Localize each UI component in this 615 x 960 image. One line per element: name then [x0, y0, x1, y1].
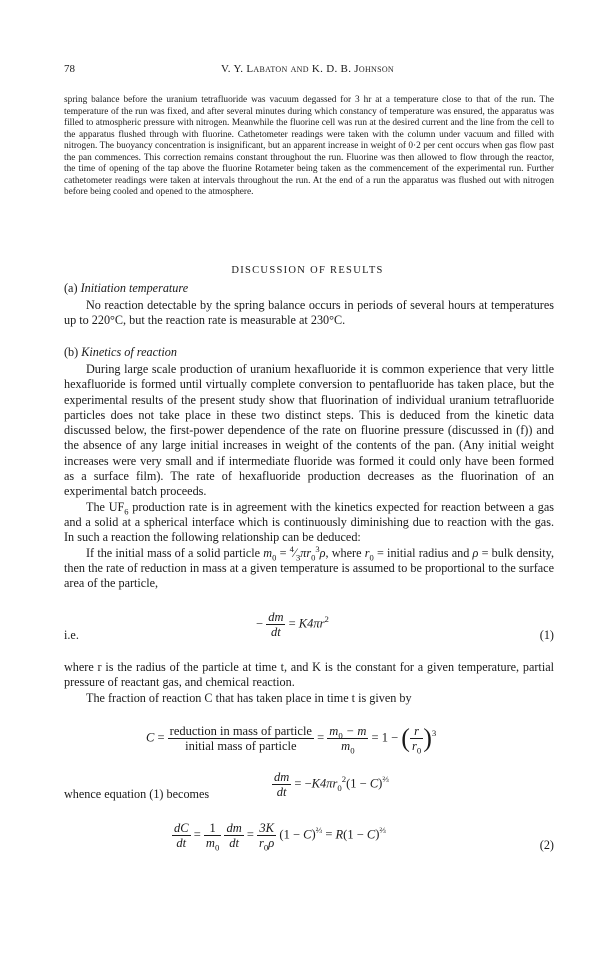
paragraph-b3-part1: If the initial mass of a solid particle	[86, 545, 264, 560]
equation-1b: $\frac{dm}{dt}$ = $-K4\pi r_0^2(1 - C)^{\frac{2}{3}}$	[274, 770, 389, 799]
paragraph-b2	[64, 500, 554, 546]
paragraph-a	[64, 298, 554, 329]
equation-2-number: (2)	[539, 838, 554, 852]
eq-C-denominator: initial mass of particle	[185, 739, 297, 753]
equation-1: − $\frac{dm}{dt}$ = $K4\pi r^2$	[256, 610, 329, 639]
running-head: V. Y. Labaton and K. D. B. Johnson	[220, 63, 395, 75]
paragraph-after-eq1	[64, 660, 554, 706]
paragraph-after-eq1-text: where r is the radius of the particle at time t, and K is the constant for a given temperature, partial pressure of reactant gas, and chemical reaction.	[64, 660, 554, 690]
paragraph-b3-part2: , where	[325, 545, 365, 560]
paragraph-b3-part4: = bulk density, then the rate of reduction in mass at a given temperature is assumed to be proportional to the surface area of the particle,	[64, 545, 554, 591]
paragraph-b3: If the initial mass of a solid particle $m_0$ = $^4⁄_3\pi r_0^3\rho$, where $r_0$ = initial radius and ρ = bulk density, then the rate of reduction in mass at a given temperature is assumed to be proportional to the surface area of the particle,	[64, 543, 554, 591]
paragraph-b2-text: production rate is in agreement with the kinetics expected for reaction between a gas and a solid at a spherical interface which is continuously diminishing due to reaction with the gas. In such a reaction the following relationship can be deduced:	[64, 499, 554, 545]
subsection-b-heading	[64, 345, 177, 360]
subsection-a-heading	[64, 281, 188, 296]
section-title: DISCUSSION OF RESULTS	[231, 265, 384, 276]
paragraph-fraction-text: The fraction of reaction C that has taken place in time t is given by	[86, 690, 412, 705]
equation-2: $\frac{dC}{dt}$ = $\frac{1}{m_0}$ $\frac{dm}{dt}$ = $\frac{3K}{r_0\rho}$ $(1 - C)^{\frac{2}{3}} = R(1 - C)^{\frac{2}{3}}$	[174, 821, 386, 853]
subsection-a-title: Initiation temperature	[80, 281, 189, 295]
experimental-paragraph: spring balance before the uranium tetrafluoride was vacuum degassed for 3 hr at a temperature close to that of the run. The temperature of the run was fixed, and after several minutes during which constancy of temperature was ensured, the apparatus was filled to atmospheric pressure with nitrogen. Meanwhile the fluorine cell was run at the desired current and the line from the cell to the apparatus flushed through with fluorine. Cathetometer readings were taken with the column under vacuum and filled with nitrogen. The buoyancy concentration is insignificant, but an apparent increase in weight of 0·2 per cent occurs when gas flow past the pan commences. This correction remains constant throughout the run. Fluorine was then allowed to flow through the reactor, the time of opening of the tap above the fluorine Rotameter being taken as the commencement of the experimental run. Further cathetometer readings were taken at intervals throughout the run. At the end of a run the apparatus was flushed out with nitrogen before being cooled and opened to the atmosphere.	[64, 95, 554, 198]
subsection-a-label: (a)	[64, 281, 78, 295]
paragraph-b3-part3: = initial radius and	[373, 545, 473, 560]
paragraph-b	[64, 362, 554, 591]
equation-1-number: (1)	[539, 628, 554, 642]
eq1-prefix: i.e.	[64, 628, 79, 642]
paragraph-b1: During large scale production of uranium hexafluoride it is common experience that very little hexafluoride is formed until virtually complete conversion to pentafluoride has taken place, but the experimental results of the present study show that fluorination of individual uranium tetrafluoride particles does not take place in these two distinct steps. This is deduced from the kinetic data discussed below, the first-power dependence of the rate on fluorine pressure (discussed in (f)) and the absence of any large initial increases in weight of the contents of the pan. (Any initial weight increases were very small and if intermediate fluoride was formed it could only have been formed as a surface film). The rate of hexafluoride production decreases as the fluorination of an experimental batch proceeds.	[64, 362, 554, 499]
uf6-label: The UF	[86, 499, 125, 514]
page-number: 78	[64, 63, 75, 75]
paragraph-a-text: No reaction detectable by the spring balance occurs in periods of several hours at temperatures up to 220°C, but the reaction rate is measurable at 230°C.	[64, 298, 554, 328]
uf6-subscript: 6	[124, 506, 129, 517]
eq-C-numerator: reduction in mass of particle	[169, 724, 312, 738]
subsection-b-label: (b)	[64, 345, 79, 359]
whence-text: whence equation (1) becomes	[64, 787, 210, 801]
subsection-b-title: Kinetics of reaction	[81, 345, 177, 359]
equation-C: C = $\frac{\text{reduction in mass of particle}}{\text{initial mass of particle}}$ = $\frac{m_0 - m}{m_0}$ = 1 − ( $\frac{r}{r_0}$ )$^3$	[146, 723, 437, 756]
